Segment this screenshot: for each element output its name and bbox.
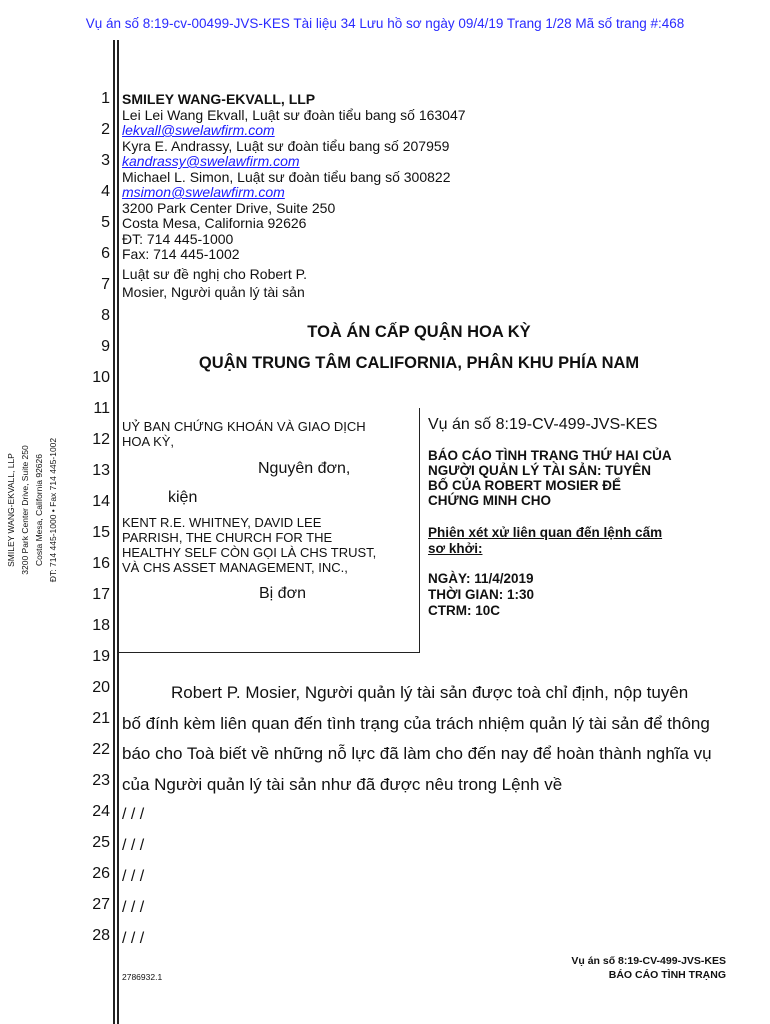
plaintiff-role: Nguyên đơn, (258, 460, 351, 477)
line-number: 8 (101, 307, 110, 324)
plaintiff-line: UỶ BAN CHỨNG KHOÁN VÀ GIAO DỊCH (122, 419, 366, 434)
line-number: 18 (92, 617, 110, 634)
court-district: QUẬN TRUNG TÂM CALIFORNIA, PHÂN KHU PHÍA NAM (198, 354, 640, 372)
line-number: 15 (92, 524, 110, 541)
address-line: 3200 Park Center Drive, Suite 250 (122, 199, 336, 216)
role-line: Luật sư đề nghị cho Robert P. (122, 265, 308, 282)
slash-line: / / / (122, 868, 145, 885)
line-number: 4 (101, 183, 110, 200)
line-number: 27 (92, 896, 110, 913)
line-number: 12 (92, 431, 110, 448)
line-number: 24 (92, 803, 110, 820)
hearing-date: NGÀY: 11/4/2019 (428, 571, 534, 586)
body-paragraph: của Người quản lý tài sản như đã được nêu trong Lệnh về (122, 775, 563, 794)
email-link[interactable]: kandrassy@swelawfirm.com (122, 153, 300, 169)
versus: kiện (168, 489, 198, 506)
slash-line: / / / (122, 899, 145, 916)
firm-name: SMILEY WANG-EKVALL, LLP (122, 91, 316, 107)
footer-title: BÁO CÁO TÌNH TRẠNG (608, 969, 726, 981)
line-number: 26 (92, 865, 110, 882)
defendant-role: Bị đơn (259, 585, 306, 602)
plaintiff-line: HOA KỲ, (122, 434, 175, 449)
line-number: 9 (101, 338, 110, 355)
line-number: 13 (92, 462, 110, 479)
address-line: Costa Mesa, California 92626 (122, 215, 307, 231)
line-number: 11 (93, 400, 110, 417)
line-number: 17 (92, 586, 110, 603)
attorney-line: Michael L. Simon, Luật sư đoàn tiểu bang số 300822 (122, 168, 451, 185)
line-number: 16 (92, 555, 110, 572)
line-number: 6 (101, 245, 110, 262)
line-number: 14 (92, 493, 110, 510)
line-number: 20 (92, 679, 110, 696)
document-title: CHỨNG MINH CHO (428, 493, 551, 508)
defendant-line: PARRISH, THE CHURCH FOR THE (122, 530, 333, 545)
line-number: 23 (92, 772, 110, 789)
body-paragraph: Robert P. Mosier, Người quản lý tài sản được toà chỉ định, nộp tuyên (171, 683, 689, 702)
case-number: Vụ án số 8:19-CV-499-JVS-KES (428, 416, 658, 433)
defendant-line: KENT R.E. WHITNEY, DAVID LEE (122, 515, 322, 530)
body-paragraph: bố đính kèm liên quan đến tình trạng của trách nhiệm quản lý tài sản để thông (122, 714, 710, 733)
court-name: TOÀ ÁN CẤP QUẬN HOA KỲ (307, 323, 531, 341)
fax-line: Fax: 714 445-1002 (122, 246, 240, 262)
footer-case-number: Vụ án số 8:19-CV-499-JVS-KES (571, 955, 726, 967)
line-number: 19 (92, 648, 110, 665)
defendant-line: VÀ CHS ASSET MANAGEMENT, INC., (122, 560, 348, 575)
hearing-label: sơ khởi: (428, 541, 483, 556)
line-number: 22 (92, 741, 110, 758)
attorney-line: Lei Lei Wang Ekvall, Luật sư đoàn tiểu bang số 163047 (122, 106, 466, 123)
sidebar-city: Costa Mesa, California 92626 (34, 454, 44, 566)
slash-line: / / / (122, 806, 145, 823)
sidebar-phone: ĐT: 714 445-1000 • Fax 714 445-1002 (48, 437, 58, 583)
email-link[interactable]: lekvall@swelawfirm.com (122, 122, 275, 138)
page-header: Vụ án số 8:19-cv-00499-JVS-KES Tài liệu 34 Lưu hồ sơ ngày 09/4/19 Trang 1/28 Mã số trang #:468 (85, 16, 685, 31)
line-number: 10 (92, 369, 110, 386)
document-title: BỐ CỦA ROBERT MOSIER ĐỂ (428, 478, 622, 493)
left-margin-rule (113, 40, 115, 1024)
document-title: NGƯỜI QUẢN LÝ TÀI SẢN: TUYÊN (428, 463, 651, 478)
slash-line: / / / (122, 930, 145, 947)
line-number: 2 (101, 121, 110, 138)
sidebar-address: 3200 Park Center Drive, Suite 250 (20, 445, 30, 575)
line-number: 7 (101, 276, 110, 293)
line-number: 1 (101, 90, 110, 107)
email-link[interactable]: msimon@swelawfirm.com (122, 184, 285, 200)
line-number: 21 (92, 710, 110, 727)
line-number: 28 (92, 927, 110, 944)
doc-id: 2786932.1 (122, 972, 163, 982)
phone-line: ĐT: 714 445-1000 (122, 230, 234, 247)
hearing-courtroom: CTRM: 10C (428, 603, 501, 618)
body-paragraph: báo cho Toà biết về những nỗ lực đã làm cho đến nay để hoàn thành nghĩa vụ (122, 744, 712, 763)
hearing-time: THỜI GIAN: 1:30 (428, 587, 535, 602)
role-line: Mosier, Người quản lý tài sản (122, 284, 305, 300)
defendant-line: HEALTHY SELF CÒN GỌI LÀ CHS TRUST, (122, 545, 377, 560)
line-number: 5 (101, 214, 110, 231)
document-title: BÁO CÁO TÌNH TRẠNG THỨ HAI CỦA (428, 448, 672, 463)
slash-line: / / / (122, 837, 145, 854)
hearing-label: Phiên xét xử liên quan đến lệnh cấm (428, 525, 663, 540)
sidebar-firm: SMILEY WANG-EKVALL, LLP (6, 453, 16, 567)
attorney-line: Kyra E. Andrassy, Luật sư đoàn tiểu bang số 207959 (122, 137, 450, 154)
line-number: 3 (101, 152, 110, 169)
line-number: 25 (92, 834, 110, 851)
attorney-block (122, 92, 466, 301)
